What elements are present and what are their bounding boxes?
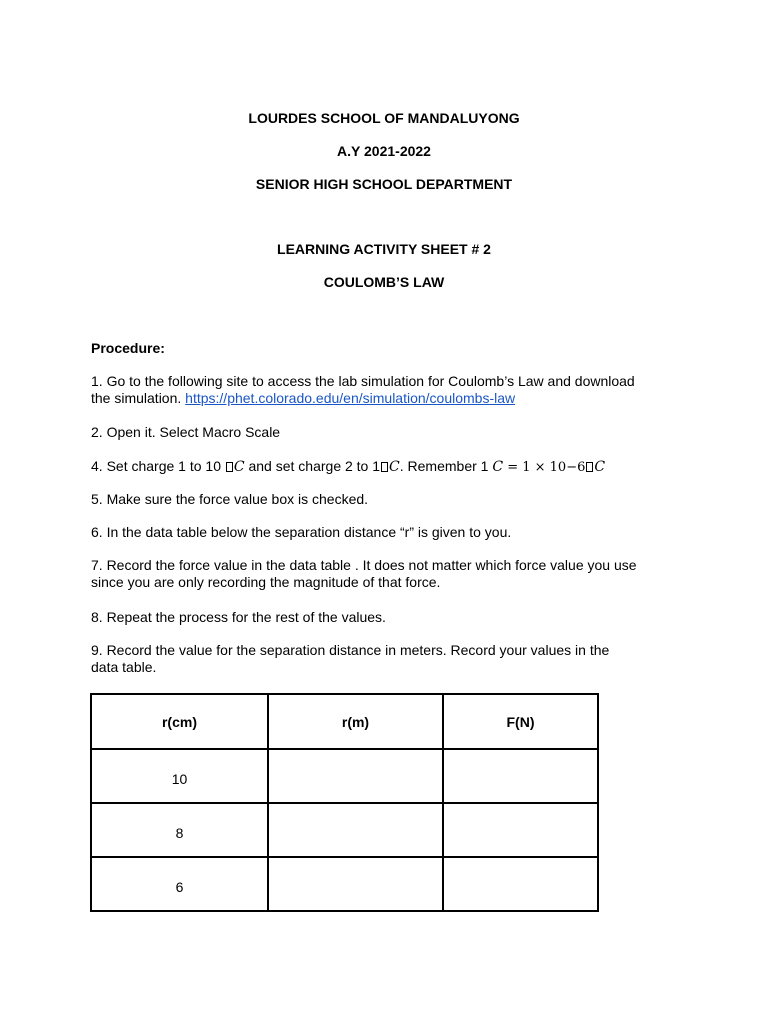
step-4-part-2: and set charge 2 to 1	[244, 458, 381, 474]
conversion-equation: = 1 × 10−6	[503, 460, 586, 475]
missing-glyph-box	[586, 462, 593, 472]
coulomb-symbol: C	[389, 459, 400, 475]
table-cell[interactable]	[268, 857, 443, 911]
column-header-r-m: r(m)	[268, 694, 443, 749]
table-header-row	[91, 694, 598, 749]
topic-title: COULOMB’S LAW	[323, 274, 445, 290]
step-1	[91, 373, 691, 407]
coulomb-symbol: C	[492, 459, 504, 475]
table-cell[interactable]	[443, 857, 598, 911]
school-name: LOURDES SCHOOL OF MANDALUYONG	[248, 110, 520, 126]
table-row	[91, 803, 598, 857]
table-cell: 6	[91, 857, 268, 911]
coulomb-symbol: C	[594, 459, 606, 475]
table-cell[interactable]	[443, 749, 598, 803]
step-4	[91, 458, 691, 476]
step-9-line-1: 9. Record the value for the separation distance in meters. Record your values in the	[91, 642, 610, 658]
table-row	[91, 749, 598, 803]
step-1-line-1: 1. Go to the following site to access the lab simulation for Coulomb’s Law and download	[91, 373, 635, 389]
table-cell: 10	[91, 749, 268, 803]
step-7	[91, 557, 691, 591]
table-cell[interactable]	[443, 803, 598, 857]
department-name: SENIOR HIGH SCHOOL DEPARTMENT	[255, 176, 513, 192]
step-6: 6. In the data table below the separation distance “r” is given to you.	[91, 524, 512, 540]
column-header-r-cm: r(cm)	[91, 694, 268, 749]
coulomb-symbol: C	[233, 459, 245, 475]
table-cell[interactable]	[268, 803, 443, 857]
academic-year: A.Y 2021-2022	[337, 143, 431, 159]
simulation-link[interactable]: https://phet.colorado.edu/en/simulation/coulombs-law	[185, 390, 516, 406]
missing-glyph-box	[381, 462, 388, 472]
step-5: 5. Make sure the force value box is checked.	[91, 491, 369, 507]
sheet-title: LEARNING ACTIVITY SHEET # 2	[277, 241, 491, 257]
step-4-part-1: 4. Set charge 1 to 10	[91, 458, 225, 474]
table-row	[91, 857, 598, 911]
table-cell: 8	[91, 803, 268, 857]
step-1-prefix: the simulation.	[91, 390, 186, 406]
data-table	[90, 693, 599, 912]
column-header-force: F(N)	[443, 694, 598, 749]
step-9	[91, 642, 691, 676]
step-7-line-2: since you are only recording the magnitude of that force.	[91, 574, 441, 590]
step-1-line-2	[91, 390, 691, 407]
step-9-line-2: data table.	[91, 659, 157, 675]
step-7-line-1: 7. Record the force value in the data table . It does not matter which force value you use	[91, 557, 637, 573]
step-2: 2. Open it. Select Macro Scale	[91, 424, 281, 440]
step-4-part-3: . Remember 1	[399, 458, 493, 474]
procedure-heading: Procedure:	[91, 340, 165, 356]
missing-glyph-box	[226, 462, 233, 472]
table-cell[interactable]	[268, 749, 443, 803]
step-8: 8. Repeat the process for the rest of the values.	[91, 609, 386, 625]
